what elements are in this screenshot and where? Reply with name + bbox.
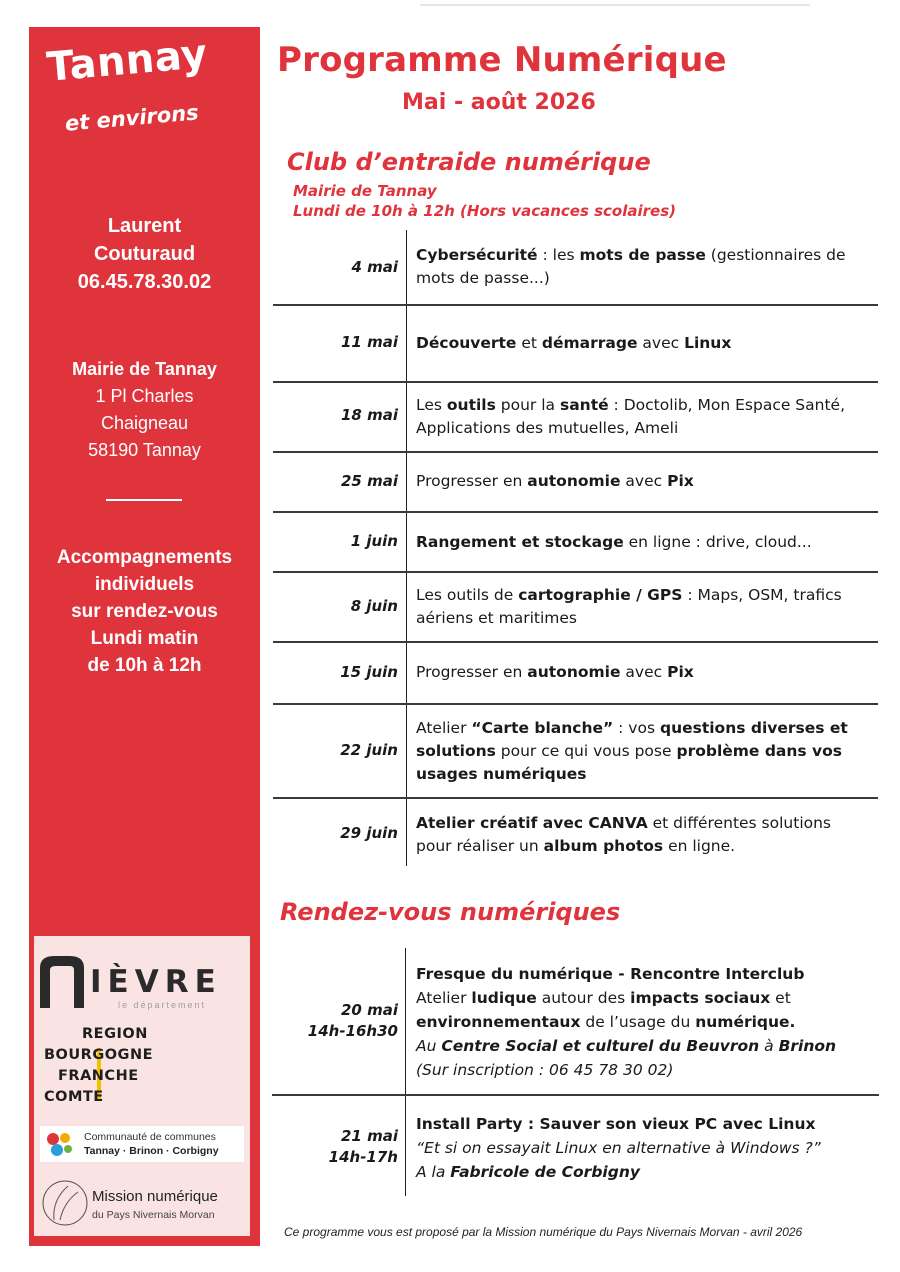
event-day: 21 mai bbox=[341, 1127, 398, 1145]
contact-firstname: Laurent bbox=[107, 215, 182, 237]
session-date: 4 mai bbox=[351, 258, 398, 276]
top-rule bbox=[420, 4, 810, 6]
sidebar-divider bbox=[106, 499, 182, 501]
text-segment: et différentes solutions pour réaliser un bbox=[416, 814, 832, 855]
text-segment: Les bbox=[416, 396, 447, 414]
session-date: 25 mai bbox=[341, 472, 398, 490]
region-line: FRANCHE bbox=[58, 1068, 139, 1084]
text-segment: avec bbox=[620, 472, 668, 490]
session-date: 8 juin bbox=[350, 597, 398, 615]
partner-logos bbox=[34, 936, 250, 1236]
row-separator bbox=[273, 304, 878, 306]
session-date: 1 juin bbox=[350, 532, 398, 550]
text-segment: (Sur inscription : 06 45 78 30 02) bbox=[416, 1061, 674, 1079]
club-section-title: Club d’entraide numérique bbox=[287, 148, 651, 176]
session-description bbox=[416, 584, 866, 630]
club-schedule: Lundi de 10h à 12h (Hors vacances scolaires) bbox=[293, 202, 676, 220]
text-segment: à bbox=[759, 1037, 779, 1055]
text-segment: avec bbox=[637, 334, 685, 352]
nievre-tagline: le département bbox=[118, 1000, 207, 1010]
text-segment: pour ce qui vous pose bbox=[495, 742, 677, 760]
address-place: Mairie de Tannay bbox=[72, 359, 217, 379]
text-segment: : Doctolib, Mon Espace Santé, Applications des mutuelles, Ameli bbox=[416, 396, 846, 437]
text-segment: en ligne : drive, cloud... bbox=[623, 533, 812, 551]
text-segment: environnementaux bbox=[416, 1013, 581, 1031]
text-segment: Centre Social et culturel du Beuvron bbox=[441, 1037, 760, 1055]
text-segment: outils bbox=[446, 396, 496, 414]
accomp-line: sur rendez-vous bbox=[71, 601, 218, 622]
row-separator bbox=[273, 797, 878, 799]
accompagnements-block bbox=[29, 544, 260, 679]
cc-dots-icon bbox=[45, 1131, 73, 1157]
cc-label: Communauté de communes bbox=[84, 1131, 216, 1143]
session-description bbox=[416, 470, 866, 493]
session-date: 22 juin bbox=[340, 741, 398, 759]
text-segment: pour la bbox=[495, 396, 560, 414]
text-segment: Pix bbox=[667, 472, 694, 490]
contact-phone: 06.45.78.30.02 bbox=[77, 271, 212, 293]
text-segment: Atelier bbox=[416, 989, 472, 1007]
session-date: 18 mai bbox=[341, 406, 398, 424]
text-segment: Linux bbox=[684, 334, 732, 352]
cc-towns: Tannay · Brinon · Corbigny bbox=[84, 1145, 219, 1157]
text-segment: A la bbox=[416, 1163, 451, 1181]
text-segment: Rangement et stockage bbox=[416, 533, 624, 551]
text-segment: impacts sociaux bbox=[630, 989, 771, 1007]
text-segment: de l’usage du bbox=[580, 1013, 696, 1031]
text-segment: Découverte bbox=[416, 334, 517, 352]
event-description bbox=[416, 1112, 876, 1184]
text-segment: Au bbox=[416, 1037, 442, 1055]
text-segment: album photos bbox=[543, 837, 664, 855]
session-description bbox=[416, 812, 866, 858]
address-city: 58190 Tannay bbox=[88, 440, 201, 460]
event-date bbox=[308, 1000, 398, 1042]
text-segment: numérique. bbox=[695, 1013, 796, 1031]
text-segment: santé bbox=[559, 396, 609, 414]
nievre-n-icon bbox=[36, 954, 88, 1010]
nievre-wordmark: IÈVRE bbox=[90, 964, 222, 1000]
club-location: Mairie de Tannay bbox=[293, 182, 437, 200]
accomp-line: individuels bbox=[94, 574, 195, 595]
text-segment: et bbox=[770, 989, 791, 1007]
text-segment: et bbox=[516, 334, 542, 352]
cc-logo bbox=[40, 1126, 244, 1162]
session-date: 15 juin bbox=[340, 663, 398, 681]
mission-leaf-icon bbox=[38, 1176, 92, 1230]
text-segment: Atelier bbox=[416, 719, 472, 737]
row-separator bbox=[273, 703, 878, 705]
event-date bbox=[329, 1126, 398, 1168]
text-segment: Les outils de bbox=[416, 586, 519, 604]
text-segment: (gestionnaires de mots de passe...) bbox=[416, 246, 846, 287]
text-segment: ludique bbox=[471, 989, 537, 1007]
page-subtitle: Mai - août 2026 bbox=[402, 90, 596, 115]
text-segment: en ligne. bbox=[663, 837, 736, 855]
text-segment: autour des bbox=[536, 989, 631, 1007]
footer-note: Ce programme vous est proposé par la Mission numérique du Pays Nivernais Morvan - avril 2026 bbox=[284, 1225, 803, 1239]
address-street: 1 Pl Charles bbox=[95, 386, 194, 406]
mission-title: Mission numérique bbox=[92, 1188, 218, 1205]
text-segment: Fresque du numérique - Rencontre Interclub bbox=[416, 965, 805, 983]
session-description bbox=[416, 661, 866, 684]
event-time: 14h-17h bbox=[328, 1148, 398, 1166]
address-street2: Chaigneau bbox=[100, 413, 189, 433]
row-separator bbox=[272, 1094, 879, 1096]
event-day: 20 mai bbox=[341, 1001, 398, 1019]
text-segment: : Maps, OSM, trafics aériens et maritimes bbox=[416, 586, 842, 627]
text-segment: autonomie bbox=[527, 472, 621, 490]
text-segment: “Et si on essayait Linux en alternative à Windows ?” bbox=[416, 1139, 821, 1157]
rdv-section-title: Rendez-vous numériques bbox=[280, 898, 621, 926]
text-segment: cartographie / GPS bbox=[518, 586, 683, 604]
session-description bbox=[416, 244, 866, 290]
contact-lastname: Couturaud bbox=[93, 243, 196, 265]
event-description bbox=[416, 962, 876, 1082]
text-segment: démarrage bbox=[541, 334, 638, 352]
text-segment: autonomie bbox=[527, 663, 621, 681]
text-segment: : vos bbox=[613, 719, 660, 737]
text-segment: Progresser en bbox=[416, 663, 528, 681]
region-line: BOURGOGNE bbox=[44, 1047, 153, 1063]
text-segment: problème dans vos usages numériques bbox=[416, 742, 843, 783]
region-line: COMTE bbox=[44, 1089, 104, 1105]
session-date: 29 juin bbox=[340, 824, 398, 842]
accomp-line: Lundi matin bbox=[90, 628, 199, 649]
region-line: REGION bbox=[82, 1026, 148, 1042]
text-segment: “Carte blanche” bbox=[471, 719, 614, 737]
row-separator bbox=[273, 381, 878, 383]
contact-block bbox=[29, 212, 260, 296]
text-segment: questions diverses et solutions bbox=[416, 719, 848, 760]
session-description bbox=[416, 394, 866, 440]
brand-subtitle: et environs bbox=[64, 100, 200, 136]
text-segment: Brinon bbox=[778, 1037, 837, 1055]
text-segment: Pix bbox=[667, 663, 694, 681]
mission-subtitle: du Pays Nivernais Morvan bbox=[92, 1209, 215, 1221]
row-separator bbox=[273, 451, 878, 453]
text-segment: Fabricole de Corbigny bbox=[450, 1163, 640, 1181]
row-separator bbox=[273, 641, 878, 643]
page-title: Programme Numérique bbox=[277, 40, 727, 80]
session-description bbox=[416, 531, 866, 554]
text-segment: avec bbox=[620, 663, 668, 681]
brand-title: Tannay bbox=[45, 30, 210, 91]
nievre-logo bbox=[34, 942, 250, 1016]
address-block bbox=[29, 356, 260, 464]
session-date: 11 mai bbox=[341, 333, 398, 351]
text-segment: Progresser en bbox=[416, 472, 528, 490]
region-logo bbox=[44, 1024, 153, 1108]
text-segment: Cybersécurité bbox=[416, 246, 538, 264]
text-segment: mots de passe bbox=[579, 246, 706, 264]
session-description bbox=[416, 717, 866, 786]
text-segment: : les bbox=[537, 246, 580, 264]
accomp-line: de 10h à 12h bbox=[87, 655, 202, 676]
accomp-line: Accompagnements bbox=[56, 547, 233, 568]
club-details bbox=[293, 181, 676, 221]
event-time: 14h-16h30 bbox=[307, 1022, 398, 1040]
text-segment: Atelier créatif avec CANVA bbox=[416, 814, 648, 832]
session-description bbox=[416, 332, 866, 355]
row-separator bbox=[273, 511, 878, 513]
text-segment: Install Party : Sauver son vieux PC avec Linux bbox=[416, 1115, 816, 1133]
row-separator bbox=[273, 571, 878, 573]
club-table-divider bbox=[406, 230, 407, 866]
rdv-table-divider bbox=[405, 948, 406, 1196]
